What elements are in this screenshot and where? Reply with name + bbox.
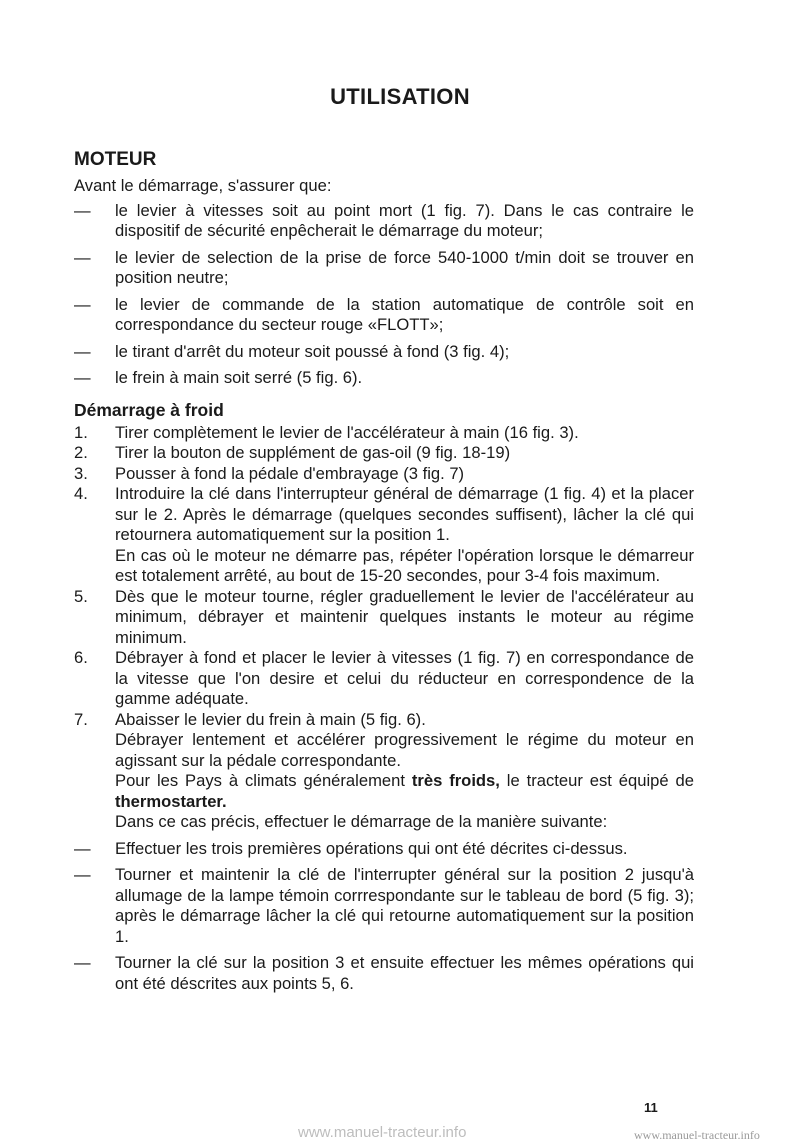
step-text-main: Introduire la clé dans l'interrupteur général de démarrage (1 fig. 4) et la placer sur le 2. Après le démarrage (quelques secondes suffisent), lâcher la clé qui retournera automatiquement sur la position 1. [115, 484, 694, 544]
cold-climate-note [74, 771, 694, 833]
dash-marker: — [74, 953, 91, 972]
step-number: 6. [74, 648, 88, 667]
step-item [74, 648, 694, 710]
step-text: Dès que le moteur tourne, régler graduellement le levier de l'accélérateur au minimum, débrayer et maintenir quelques instants le moteur au régime minimum. [115, 586, 694, 647]
intro-text: Avant le démarrage, s'assurer que: [74, 176, 332, 195]
step-item [74, 587, 694, 649]
check-item [74, 295, 694, 336]
step-text: Pousser à fond la pédale d'embrayage (3 fig. 7) [115, 463, 465, 483]
step-number: 2. [74, 443, 88, 462]
thermo-step-item [74, 839, 694, 860]
note-text: le tracteur est équipé de [499, 771, 694, 790]
thermo-step-text: Tourner la clé sur la position 3 et ensuite effectuer les mêmes opérations qui ont été déscrites aux points 5, 6. [115, 953, 694, 993]
step-item [74, 484, 694, 587]
dash-marker: — [74, 368, 91, 387]
cold-climate-instruction: Dans ce cas précis, effectuer le démarrage de la manière suivante: [115, 812, 608, 831]
step-text: Débrayer à fond et placer le levier à vitesses (1 fig. 7) en correspondance de la vitesse que l'on desire et celui du réducteur en correspondence de la gamme adéquate. [115, 648, 694, 708]
step-number: 5. [74, 586, 88, 606]
dash-marker: — [74, 341, 91, 361]
step-number: 7. [74, 709, 88, 729]
step-text: Tirer la bouton de supplément de gas-oil (9 fig. 18-19) [115, 443, 511, 462]
section-heading-moteur: MOTEUR [74, 149, 157, 170]
note-text: Pour les Pays à climats généralement [115, 771, 412, 790]
step-text [115, 484, 694, 587]
thermo-step-item [74, 865, 694, 947]
subsection-heading-cold-start: Démarrage à froid [74, 399, 224, 420]
note-emphasis: très froids, [411, 771, 500, 790]
page-title: UTILISATION [330, 84, 470, 109]
dash-marker: — [74, 247, 91, 267]
check-text: le levier de selection de la prise de force 540-1000 t/min doit se trouver en position neutre; [115, 247, 694, 287]
thermo-step-text: Effectuer les trois premières opérations qui ont été décrites ci-dessus. [115, 838, 628, 858]
step-text-main: Abaisser le levier du frein à main (5 fig. 6). [115, 709, 426, 729]
step-item [74, 423, 694, 444]
dash-marker: — [74, 838, 91, 858]
check-item [74, 342, 694, 363]
dash-marker: — [74, 200, 91, 220]
note-emphasis: thermostarter. [115, 791, 227, 811]
step-text: Tirer complètement le levier de l'accélérateur à main (16 fig. 3). [115, 422, 579, 442]
dash-marker: — [74, 865, 91, 884]
check-text: le levier à vitesses soit au point mort (1 fig. 7). Dans le cas contraire le dispositif de sécurité enpêcherait le démarrage du moteur; [115, 200, 694, 240]
check-text: le frein à main soit serré (5 fig. 6). [115, 368, 363, 387]
check-item [74, 201, 694, 242]
watermark-center: www.manuel-tracteur.info [298, 1124, 467, 1141]
step-text [115, 710, 694, 772]
watermark-right: www.manuel-tracteur.info [634, 1128, 760, 1142]
thermo-step-text: Tourner et maintenir la clé de l'interrupter général sur la position 2 jusqu'à allumage de la lampe témoin corrrespondante sur le tableau de bord (5 fig. 3); après le démarrage lâcher la clé qui retourne automatiquement sur la position 1. [115, 865, 694, 946]
step-text-extra: Débrayer lentement et accélérer progressivement le régime du moteur en agissant sur la pédale correspondante. [115, 730, 694, 770]
cold-climate-text [115, 771, 694, 812]
page-number: 11 [644, 1100, 658, 1115]
check-item [74, 368, 694, 389]
document-body [74, 148, 694, 1000]
thermo-step-item [74, 953, 694, 994]
check-text: le levier de commande de la station automatique de contrôle soit en correspondance du secteur rouge «FLOTT»; [115, 294, 694, 334]
step-number: 3. [74, 463, 88, 483]
check-text: le tirant d'arrêt du moteur soit poussé à fond (3 fig. 4); [115, 341, 510, 361]
step-number: 1. [74, 422, 88, 442]
check-item [74, 248, 694, 289]
step-text-extra: En cas où le moteur ne démarre pas, répéter l'opération lorsque le démarreur est totalement arrêté, au bout de 15-20 secondes, pour 3-4 fois maximum. [115, 545, 694, 585]
step-number: 4. [74, 484, 88, 503]
step-item [74, 443, 694, 464]
step-item [74, 464, 694, 485]
dash-marker: — [74, 294, 91, 314]
step-item [74, 710, 694, 772]
